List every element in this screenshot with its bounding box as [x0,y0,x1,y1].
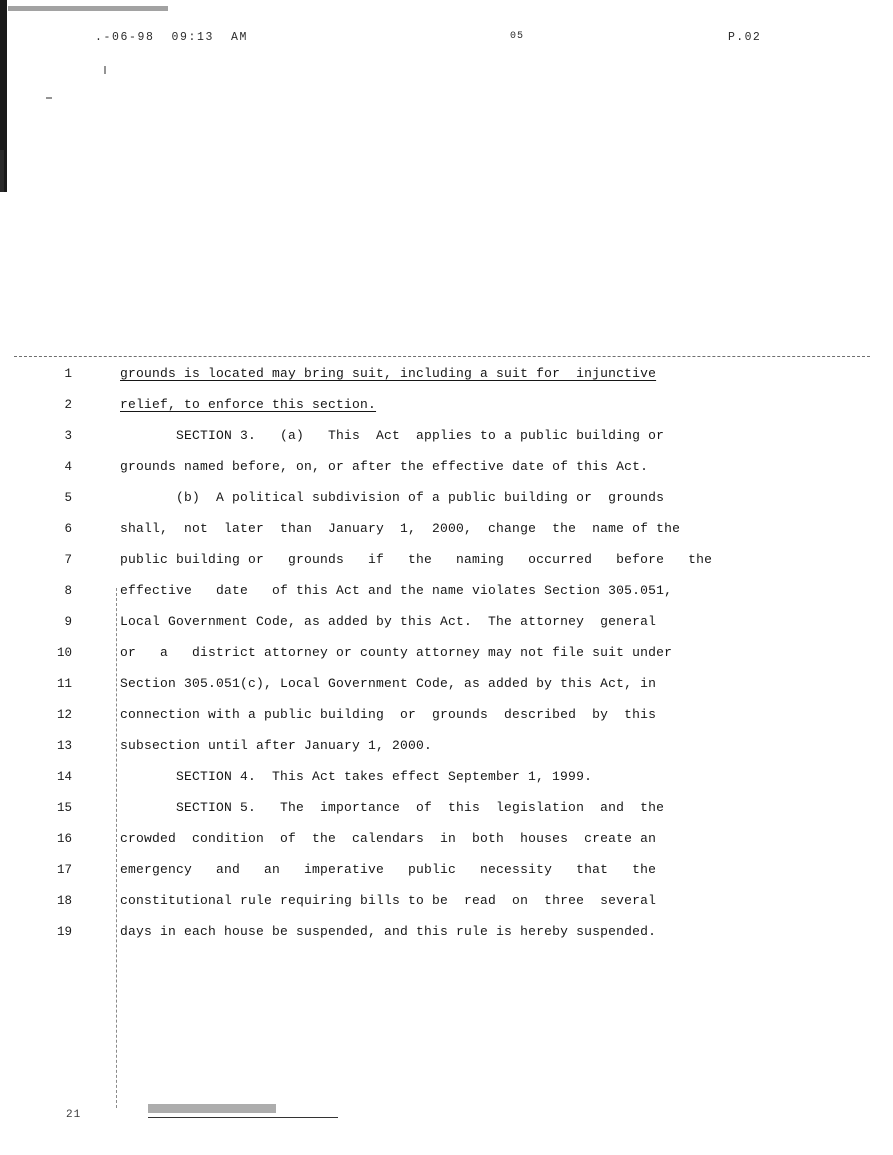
document-line [0,738,893,769]
line-text: grounds named before, on, or after the effective date of this Act. [120,459,649,474]
document-line [0,924,893,955]
scan-edge-artifact-lower [0,150,4,192]
fax-page-count: P.02 [728,31,762,44]
document-line [0,614,893,645]
line-number: 15 [56,801,72,815]
line-text: relief, to enforce this section. [120,397,377,412]
document-line [0,831,893,862]
line-number: 6 [64,522,72,536]
line-text: (b) A political subdivision of a public building or grounds [176,490,665,505]
document-line [0,583,893,614]
line-text: emergency and an imperative public necessity that the [120,862,657,877]
line-text: public building or grounds if the naming occurred before the [120,552,713,567]
footer-smudge-artifact [148,1104,276,1113]
line-text: or a district attorney or county attorney may not file suit under [120,645,673,660]
document-line [0,769,893,800]
line-number: 13 [56,739,72,753]
line-number: 7 [64,553,72,567]
line-text: subsection until after January 1, 2000. [120,738,433,753]
line-number: 9 [64,615,72,629]
line-text: shall, not later than January 1, 2000, change the name of the [120,521,681,536]
line-number: 5 [64,491,72,505]
line-text: days in each house be suspended, and this rule is hereby suspended. [120,924,657,939]
horizontal-dashed-rule [14,356,870,357]
document-line [0,428,893,459]
line-text: SECTION 3. (a) This Act applies to a public building or [176,428,665,443]
line-number: 16 [56,832,72,846]
fax-header [0,31,893,47]
line-text: constitutional rule requiring bills to be read on three several [120,893,657,908]
document-line [0,893,893,924]
document-line [0,676,893,707]
line-text: crowded condition of the calendars in both houses create an [120,831,657,846]
document-line [0,490,893,521]
line-number: 18 [56,894,72,908]
document-line [0,459,893,490]
document-line [0,862,893,893]
line-text: Local Government Code, as added by this Act. The attorney general [120,614,657,629]
line-number: 2 [64,398,72,412]
line-text: grounds is located may bring suit, including a suit for injunctive [120,366,657,381]
line-text: Section 305.051(c), Local Government Code, as added by this Act, in [120,676,657,691]
scan-speck-artifact [46,97,52,99]
line-number: 10 [56,646,72,660]
line-number: 14 [56,770,72,784]
line-number: 4 [64,460,72,474]
fax-page-marker: 05 [510,31,525,42]
line-text: SECTION 4. This Act takes effect September 1, 1999. [176,769,593,784]
line-text: connection with a public building or grounds described by this [120,707,657,722]
document-line [0,552,893,583]
line-text: SECTION 5. The importance of this legislation and the [176,800,665,815]
scan-speck-artifact [104,66,106,74]
fax-date-stamp: .-06-98 09:13 AM [95,31,249,44]
document-body [0,366,893,955]
document-line [0,397,893,428]
document-line [0,800,893,831]
line-number: 3 [64,429,72,443]
line-text: effective date of this Act and the name violates Section 305.051, [120,583,673,598]
line-number: 1 [64,367,72,381]
footer-underline-artifact [148,1117,338,1118]
line-number: 8 [64,584,72,598]
line-number: 19 [56,925,72,939]
document-line [0,645,893,676]
document-line [0,366,893,397]
line-number: 17 [56,863,72,877]
document-line [0,707,893,738]
scan-streak-artifact [8,6,168,11]
line-number: 11 [56,677,72,691]
document-line [0,521,893,552]
line-number: 12 [56,708,72,722]
footer-line-number: 21 [66,1109,82,1121]
